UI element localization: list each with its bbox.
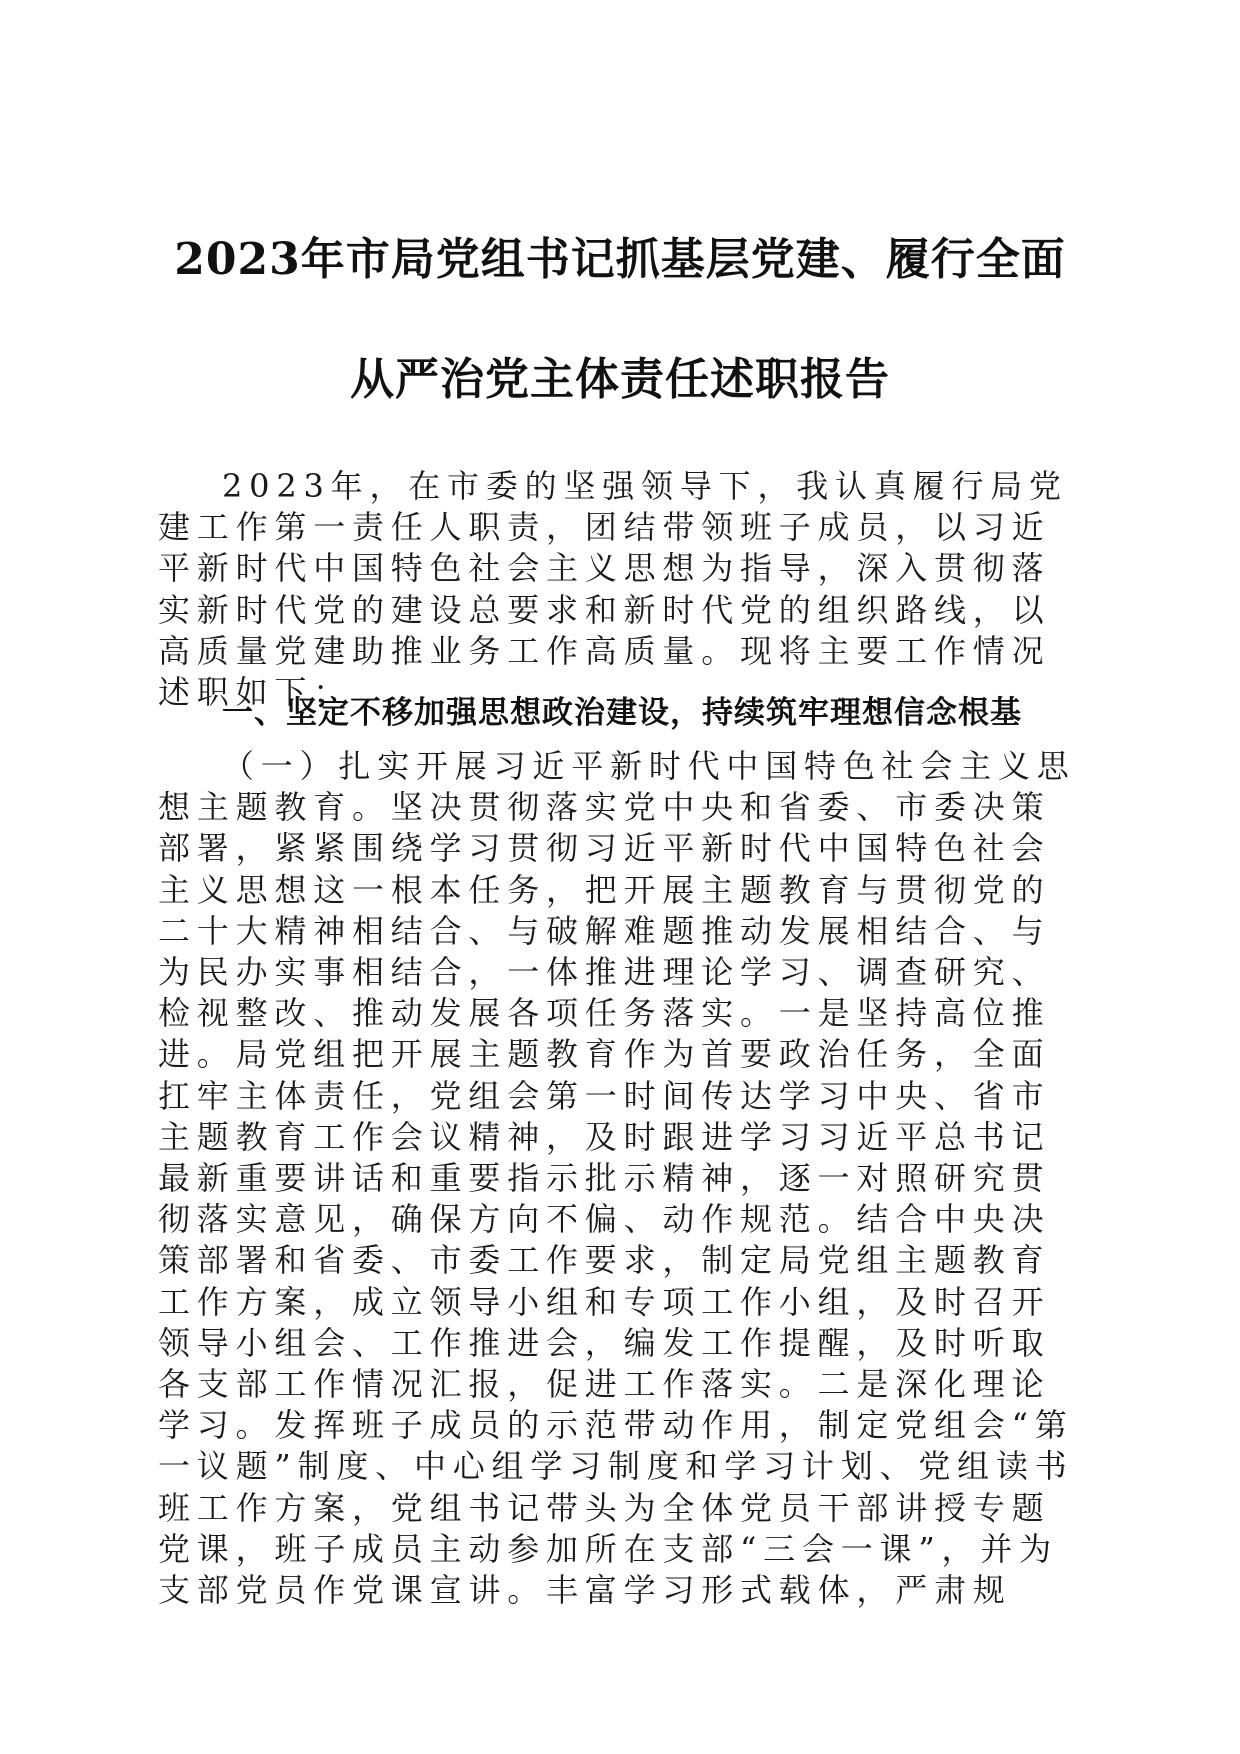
document-title-line-1: 2023年市局党组书记抓基层党建、履行全面 bbox=[174, 234, 1066, 285]
section-1-heading: 一、坚定不移加强思想政治建设，持续筑牢理想信念根基 bbox=[222, 695, 1022, 731]
intro-paragraph: 2023年，在市委的坚强领导下，我认真履行局党建工作第一责任人职责，团结带领班子成员，以习近平新时代中国特色社会主义思想为指导，深入贯彻落实新时代党的建设总要求和新时代党的组织路线，以高质量党建助推业务工作高质量。现将主要工作情况述职如下： bbox=[158, 467, 1068, 712]
section-1-paragraph-1: （一）扎实开展习近平新时代中国特色社会主义思想主题教育。坚决贯彻落实党中央和省委、市委决策部署，紧紧围绕学习贯彻习近平新时代中国特色社会主义思想这一根本任务，把开展主题教育与贯彻党的二十大精神相结合、与破解难题推动发展相结合、与为民办实事相结合，一体推进理论学习、调查研究、检视整改、推动发展各项任务落实。一是坚持高位推进。局党组把开展主题教育作为首要政治任务，全面扛牢主体责任，党组会第一时间传达学习中央、省市主题教育工作会议精神，及时跟进学习习近平总书记最新重要讲话和重要指示批示精神，逐一对照研究贯彻落实意见，确保方向不偏、动作规范。结合中央决策部署和省委、市委工作要求，制定局党组主题教育工作方案，成立领导小组和专项工作小组，及时召开领导小组会、工作推进会，编发工作提醒，及时听取各支部工作情况汇报，促进工作落实。二是深化理论学习。发挥班子成员的示范带动作用，制定党组会“第一议题”制度、中心组学习制度和学习计划、党组读书班工作方案，党组书记带头为全体党员干部讲授专题党课，班子成员主动参加所在支部“三会一课”，并为支部党员作党课宣讲。丰富学习形式载体，严肃规 bbox=[158, 747, 1076, 1610]
document-title-line-2: 从严治党主体责任述职报告 bbox=[350, 354, 890, 405]
